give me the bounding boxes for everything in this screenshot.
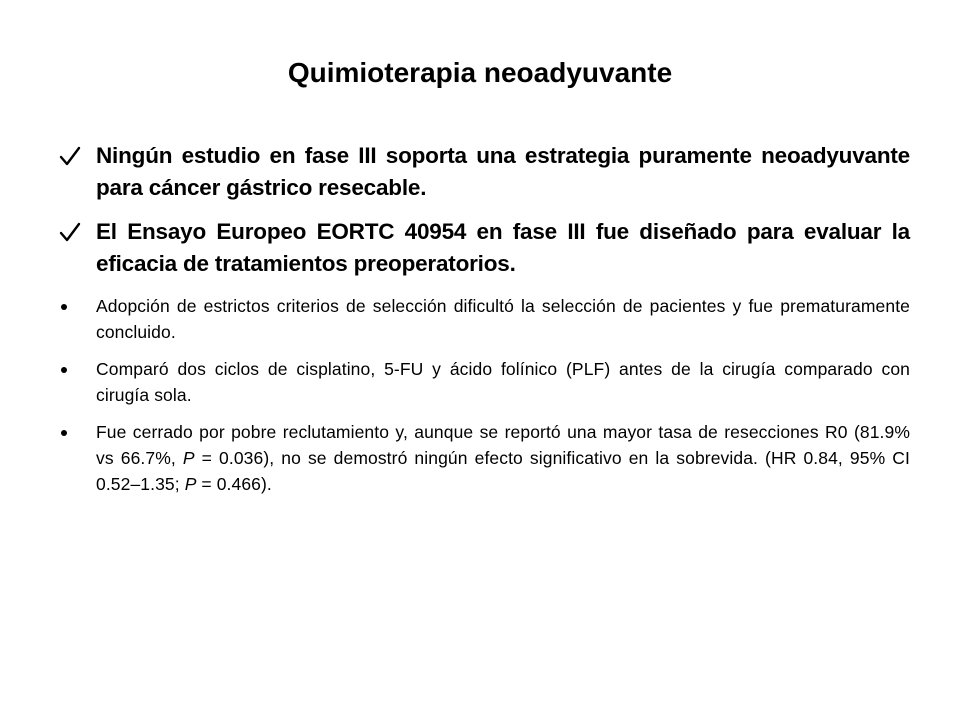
text-segment: Fue cerrado por pobre reclutamiento y, aunque se reportó una mayor tasa de resecciones R0 (81.9% vs 66.7%, — [96, 422, 910, 468]
list-item-bullet-3 — [58, 419, 910, 497]
bullet-dot-icon — [61, 430, 67, 436]
text-segment: = 0.466). — [196, 474, 272, 494]
list-item-check-1 — [58, 140, 910, 204]
list-item-text: El Ensayo Europeo EORTC 40954 en fase III fue diseñado para evaluar la eficacia de tratamientos preoperatorios. — [96, 219, 910, 276]
list-item-text: Ningún estudio en fase III soporta una estrategia puramente neoadyuvante para cáncer gástrico resecable. — [96, 143, 910, 200]
list-item-check-2 — [58, 216, 910, 280]
slide-title: Quimioterapia neoadyuvante — [287, 57, 673, 88]
p-value-label: P — [184, 474, 197, 494]
checkmark-icon — [59, 221, 81, 243]
bullet-list — [58, 140, 910, 508]
list-item-bullet-2 — [58, 356, 910, 408]
p-value-label: P — [182, 448, 195, 468]
text-segment: = 0.036), no se demostró ningún efecto significativo en la sobrevida. (HR 0.84, 95% CI 0.52–1.35; — [96, 448, 910, 494]
list-item-bullet-1 — [58, 293, 910, 345]
bullet-dot-icon — [61, 367, 67, 373]
list-item-text: Comparó dos ciclos de cisplatino, 5-FU y ácido folínico (PLF) antes de la cirugía comparado con cirugía sola. — [96, 359, 910, 405]
checkmark-icon — [59, 145, 81, 167]
list-item-text: Adopción de estrictos criterios de selección dificultó la selección de pacientes y fue prematuramente concluido. — [96, 296, 910, 342]
bullet-dot-icon — [61, 304, 67, 310]
list-item-text — [96, 422, 910, 494]
